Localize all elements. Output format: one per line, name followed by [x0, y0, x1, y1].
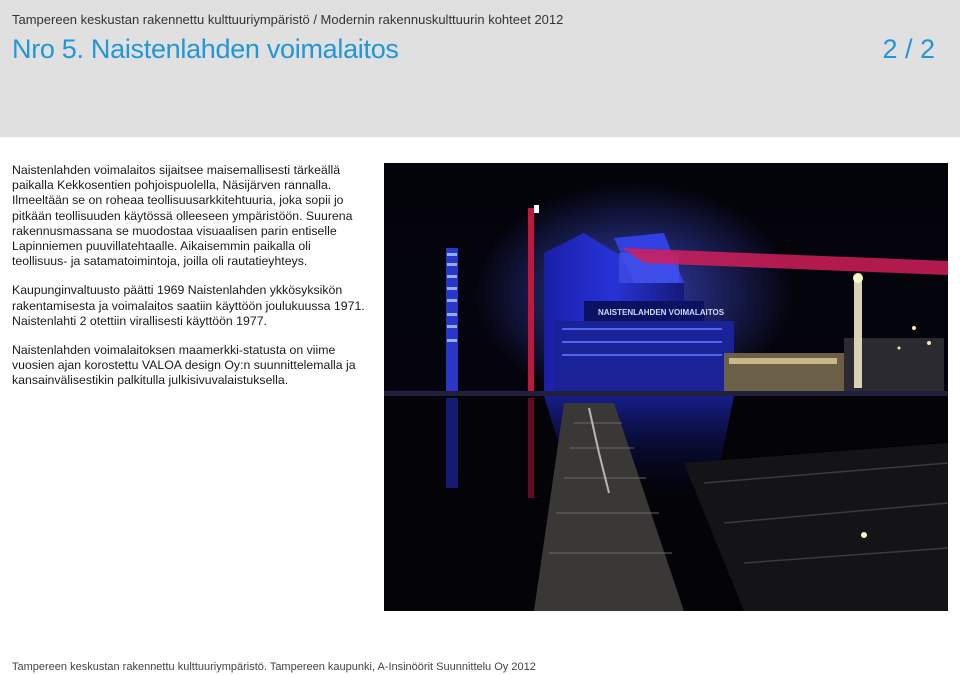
- body-text: [12, 163, 367, 403]
- power-plant-photo: [384, 163, 948, 611]
- page-number: 2 / 2: [882, 34, 935, 64]
- footer-credit: Tampereen keskustan rakennettu kulttuuriympäristö. Tampereen kaupunki, A-Insinöörit Suunnittelu Oy 2012: [12, 661, 536, 673]
- header-band: [0, 0, 960, 137]
- paragraph-lighting: Naistenlahden voimalaitoksen maamerkki-statusta on viime vuosien ajan korostettu VALOA design Oy:n suunnittelemalla ja kansainvälisestikin palkitulla julkisivuvalaistuksella.: [12, 343, 356, 388]
- power-plant-night-illustration: [384, 163, 948, 611]
- breadcrumb: Tampereen keskustan rakennettu kulttuuriympäristö / Modernin rakennuskulttuurin kohteet 2012: [12, 12, 564, 27]
- paragraph-location: Naistenlahden voimalaitos sijaitsee maisemallisesti tärkeällä paikalla Kekkosentien pohjoispuolella, Näsijärven rannalla. Ilmeeltään se on roheaa teollisuusarkkitehtuuria, joka sopii jo pitkään teollisuuden käytössä olleeseen ympäristöön. Suurena rakennusmassana se muodostaa visuaalisen parin entiselle Lapinniemen puuvillatehtaalle. Aikaisemmin paikalla oli teollisuus- ja satamatoimintoja, joilla oli rautatieyhteys.: [12, 163, 353, 269]
- page-title: Nro 5. Naistenlahden voimalaitos: [12, 34, 399, 64]
- building-sign-text: NAISTENLAHDEN VOIMALAITOS: [598, 308, 725, 317]
- paragraph-history: Kaupunginvaltuusto päätti 1969 Naistenlahden ykkösyksikön rakentamisesta ja voimalaitos saatiin käyttöön joulukuussa 1971. Naistenlahti 2 otettiin virallisesti käyttöön 1977.: [12, 283, 365, 328]
